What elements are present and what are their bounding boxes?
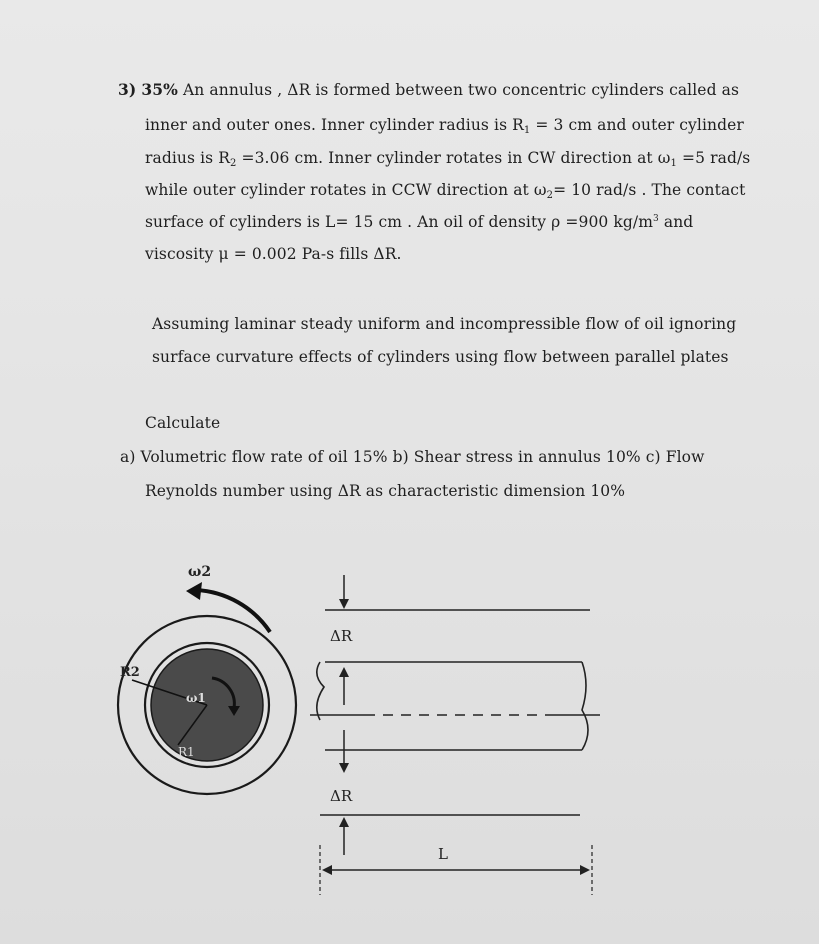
omega2-arrow-arc xyxy=(196,590,270,632)
delta-r-top-label: ΔR xyxy=(330,627,353,645)
question-line-3: radius is $R_2 =3.06$ cm. Inner cylinder rotates in CW direction at $\omega_1 =5$ rad/s xyxy=(145,149,751,169)
assumption-line-1: Assuming laminar steady uniform and incompressible flow of oil ignoring xyxy=(152,315,737,333)
question-line-2: inner and outer ones. Inner cylinder radius is $R_1 = 3$ cm and outer cylinder xyxy=(145,116,744,136)
length-arrowhead-left xyxy=(322,865,332,875)
top-dr-arrowhead xyxy=(339,599,349,609)
omega2-label: ω2 xyxy=(188,564,212,580)
question-line-6: viscosity μ = 0.002 Pa-s fills ΔR. xyxy=(145,245,402,263)
parts-line-2: Reynolds number using ΔR as characteristic dimension 10% xyxy=(145,482,626,500)
omega2-arrowhead xyxy=(186,582,202,600)
question-number: 3) xyxy=(118,80,137,99)
r1-label: R1 xyxy=(178,745,195,759)
mid-down-arrowhead xyxy=(339,763,349,773)
parts-line-1: a) Volumetric flow rate of oil 15% b) Shear stress in annulus 10% c) Flow xyxy=(120,448,705,466)
question-weight: 35% xyxy=(141,80,178,99)
mid-up-arrowhead xyxy=(339,667,349,677)
calculate-heading: Calculate xyxy=(145,414,221,432)
omega1-label: ω1 xyxy=(186,691,206,705)
bottom-up-arrowhead xyxy=(339,817,349,827)
r2-label: R2 xyxy=(120,665,140,680)
parallel-plates-diagram xyxy=(290,565,620,905)
length-arrowhead-right xyxy=(580,865,590,875)
delta-r-bottom-label: ΔR xyxy=(330,787,353,805)
question-line-1: 3) 35% An annulus , ΔR is formed between two concentric cylinders called as xyxy=(118,80,740,99)
question-line-5: surface of cylinders is L= 15 cm . An oil of density ρ =900 $kg/m^3$ and xyxy=(145,213,694,231)
assumption-line-2: surface curvature effects of cylinders using flow between parallel plates xyxy=(152,348,729,366)
length-label: L xyxy=(438,845,448,863)
question-line-4: while outer cylinder rotates in CCW direction at $\omega_2= 10$ rad/s . The contact xyxy=(145,181,746,201)
cylinder-outline xyxy=(317,662,588,750)
